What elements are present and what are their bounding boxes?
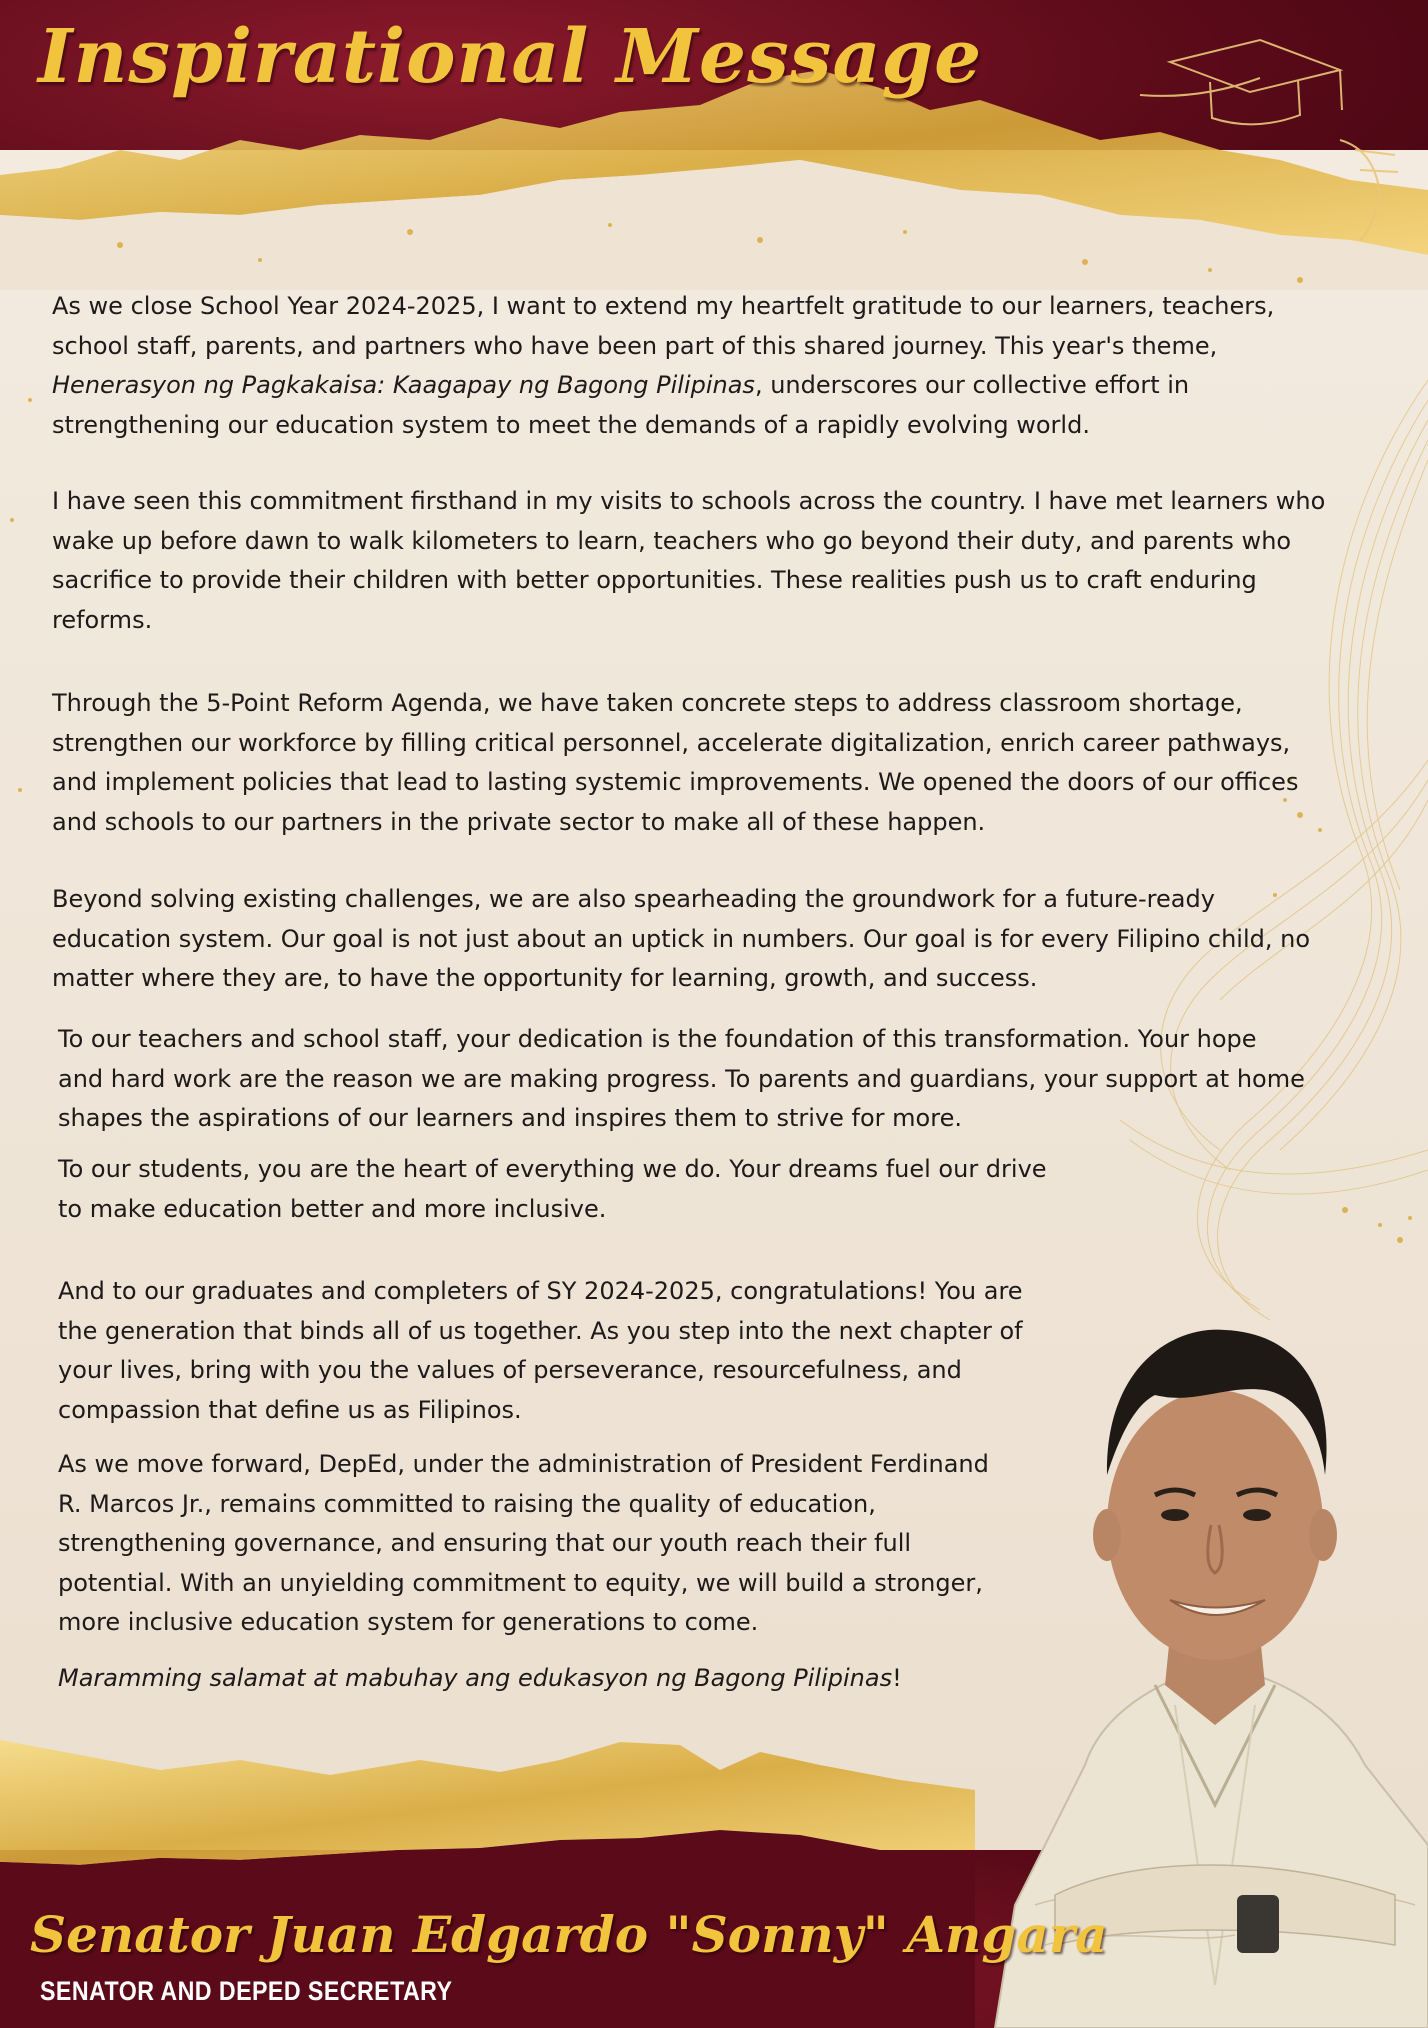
signatory-name: Senator Juan Edgardo "Sonny" Angara — [30, 1905, 1108, 1964]
message-paragraph-4: Beyond solving existing challenges, we are also spearheading the groundwork for a future-ready education system. Our goal is not just about an uptick in numbers. Our goal is for every Filipino child, no matter where they are, to have the opportunity for learning, growth, and success. — [52, 885, 1311, 992]
message-paragraph-7: And to our graduates and completers of SY 2024-2025, congratulations! You are the generation that binds all of us together. As you step into the next chapter of your lives, bring with you the values of perseverance, resourcefulness, and compassion that define us as Filipinos. — [58, 1277, 1023, 1424]
message-paragraph-5: To our teachers and school staff, your dedication is the foundation of this transformation. Your hope and hard work are the reason we are making progress. To parents and guardians, your support at home shapes the aspirations of our learners and inspires them to strive for more. — [58, 1025, 1305, 1132]
message-paragraph-6: To our students, you are the heart of everything we do. Your dreams fuel our drive to make education better and more inclusive. — [58, 1155, 1047, 1223]
theme-text: Henerasyon ng Pagkakaisa: Kaagapay ng Bagong Pilipinas — [52, 371, 755, 399]
message-paragraph-8: As we move forward, DepEd, under the administration of President Ferdinand R. Marcos Jr., remains committed to raising the quality of education, strengthening governance, and ensuring that our youth reach their full potential. With an unyielding commitment to equity, we will build a stronger, more inclusive education system for generations to come. — [58, 1450, 989, 1636]
message-paragraph-3: Through the 5-Point Reform Agenda, we have taken concrete steps to address classroom shortage, strengthen our workforce by filling critical personnel, accelerate digitalization, enrich career pathways, and implement policies that lead to lasting systemic improvements. We opened the doors of our offices and schools to our partners in the private sector to make all of these happen. — [52, 689, 1299, 836]
paragraph-1-closing: , underscores our collective effort in strengthening our education system to meet the demands of a rapidly evolving world. — [52, 371, 1190, 439]
message-paragraph-1 — [52, 287, 1332, 445]
closing-exclamation: ! — [892, 1664, 902, 1692]
closing-italic-text: Maramming salamat at mabuhay ang edukasyon ng Bagong Pilipinas — [58, 1664, 893, 1692]
page-title: Inspirational Message — [38, 14, 983, 100]
message-closing — [58, 1659, 1008, 1699]
message-paragraph-2: I have seen this commitment firsthand in my visits to schools across the country. I have met learners who wake up before dawn to walk kilometers to learn, teachers who go beyond their duty, and parents who sacrifice to provide their children with better opportunities. These realities push us to craft enduring reforms. — [52, 487, 1326, 634]
paragraph-1-intro: As we close School Year 2024-2025, I want to extend my heartfelt gratitude to our learners, teachers, school staff, parents, and partners who have been part of this shared journey. This year's theme, — [52, 292, 1275, 360]
signatory-title: SENATOR AND DEPED SECRETARY — [40, 1976, 453, 2006]
